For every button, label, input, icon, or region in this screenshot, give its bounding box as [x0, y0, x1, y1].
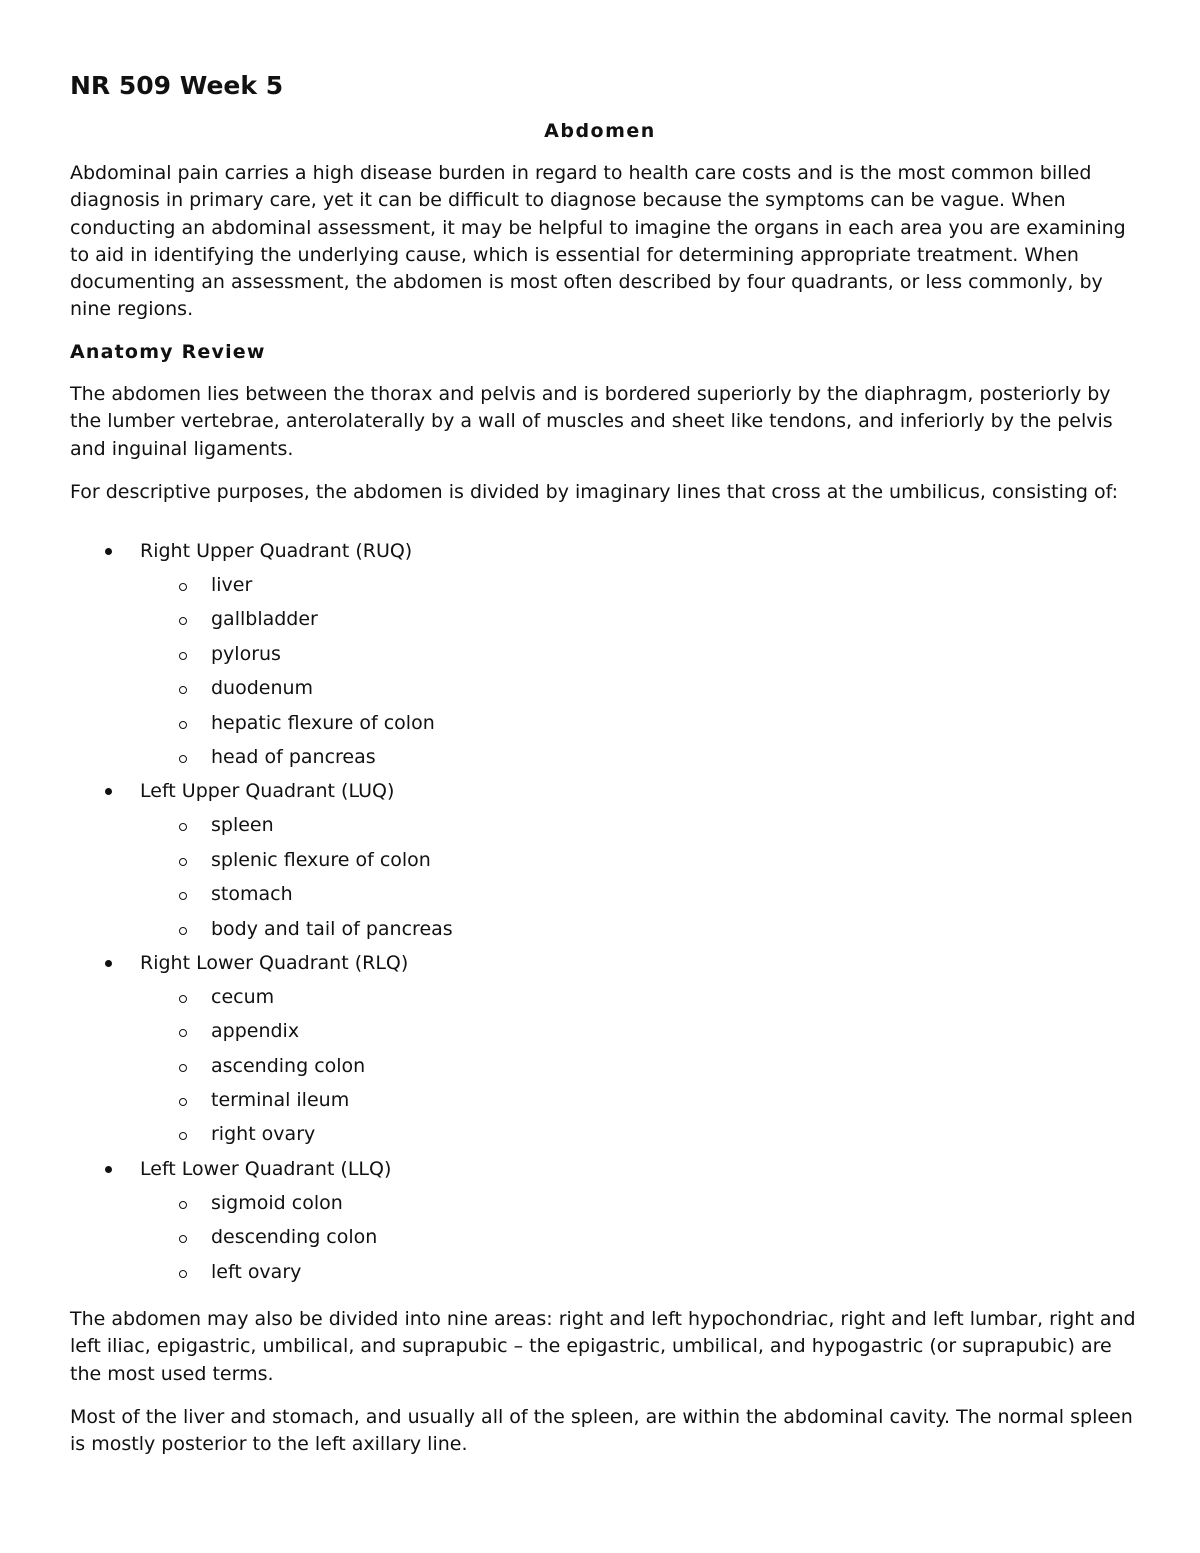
quadrant-label: Left Lower Quadrant (LLQ) — [140, 1157, 392, 1180]
circle-bullet-icon — [179, 1064, 187, 1072]
organ-item — [70, 1222, 1140, 1256]
organ-item — [70, 1016, 1140, 1050]
organ-label: right ovary — [211, 1123, 316, 1146]
organ-label: cecum — [211, 985, 275, 1008]
circle-bullet-icon — [179, 927, 187, 935]
organ-label: body and tail of pancreas — [211, 917, 453, 940]
organ-item — [70, 1257, 1140, 1291]
circle-bullet-icon — [179, 652, 187, 660]
circle-bullet-icon — [179, 617, 187, 625]
quadrant-item — [70, 536, 1140, 776]
organ-label: left ovary — [211, 1260, 302, 1283]
organ-label: sigmoid colon — [211, 1191, 343, 1214]
organ-item — [70, 604, 1140, 638]
organ-item — [70, 1119, 1140, 1153]
organ-item — [70, 1051, 1140, 1085]
bullet-icon — [105, 960, 112, 967]
organ-label: liver — [211, 574, 253, 596]
organ-label: splenic flexure of colon — [211, 848, 431, 871]
nine-areas-paragraph: The abdomen may also be divided into nine areas: right and left hypochondriac, right and left lumbar, right and left iliac, epigastric, umbilical, and suprapubic – the epigastric, umbilical, and hypogastric (or suprapubic) are the most used terms. — [70, 1308, 1136, 1385]
organ-item — [70, 1085, 1140, 1119]
quadrant-item — [70, 776, 1140, 948]
circle-bullet-icon — [179, 583, 187, 591]
organ-label: stomach — [211, 883, 293, 906]
circle-bullet-icon — [179, 755, 187, 763]
organ-item — [70, 570, 1140, 604]
circle-bullet-icon — [179, 1270, 187, 1278]
anatomy-paragraph: The abdomen lies between the thorax and pelvis and is bordered superiorly by the diaphragm, posteriorly by the lumber vertebrae, anterolaterally by a wall of muscles and sheet like tendons, and inferiorly by the pelvis and inguinal ligaments. — [70, 383, 1113, 460]
circle-bullet-icon — [179, 721, 187, 729]
organ-label: hepatic flexure of colon — [211, 711, 435, 734]
organ-label: appendix — [211, 1020, 300, 1043]
organ-label: spleen — [211, 814, 274, 837]
organ-item — [70, 1188, 1140, 1222]
bullet-icon — [105, 1166, 112, 1173]
intro-paragraph: Abdominal pain carries a high disease burden in regard to health care costs and is the most common billed diagnosis in primary care, yet it can be difficult to diagnose because the symptoms can be vague. When conducting an abdominal assessment, it may be helpful to imagine the organs in each area you are examining to aid in identifying the underlying cause, which is essential for determining appropriate treatment. When documenting an assessment, the abdomen is most often described by four quadrants, or less commonly, by nine regions. — [70, 162, 1126, 321]
quadrant-list — [70, 536, 1140, 1291]
quadrant-item — [70, 1154, 1140, 1291]
organ-item — [70, 982, 1140, 1016]
organ-item — [70, 845, 1140, 879]
document-title: NR 509 Week 5 — [70, 71, 284, 100]
organ-item — [70, 673, 1140, 707]
organ-label: ascending colon — [211, 1054, 366, 1077]
circle-bullet-icon — [179, 823, 187, 831]
quadrant-item — [70, 948, 1140, 1154]
organ-list — [70, 1188, 1140, 1291]
circle-bullet-icon — [179, 1132, 187, 1140]
circle-bullet-icon — [179, 995, 187, 1003]
circle-bullet-icon — [179, 892, 187, 900]
circle-bullet-icon — [179, 1098, 187, 1106]
organ-item — [70, 914, 1140, 948]
organ-label: duodenum — [211, 677, 314, 700]
organ-item — [70, 639, 1140, 673]
organ-item — [70, 810, 1140, 844]
section-title: Abdomen — [544, 120, 656, 142]
circle-bullet-icon — [179, 858, 187, 866]
liver-paragraph: Most of the liver and stomach, and usually all of the spleen, are within the abdominal cavity. The normal spleen is mostly posterior to the left axillary line. — [70, 1406, 1133, 1456]
circle-bullet-icon — [179, 1029, 187, 1037]
organ-item — [70, 708, 1140, 742]
anatomy-heading: Anatomy Review — [70, 341, 266, 363]
organ-label: gallbladder — [211, 608, 318, 631]
organ-list — [70, 570, 1140, 776]
organ-label: terminal ileum — [211, 1089, 350, 1112]
quadrant-label: Right Upper Quadrant (RUQ) — [140, 540, 413, 562]
organ-label: descending colon — [211, 1226, 378, 1249]
organ-list — [70, 982, 1140, 1154]
organ-label: head of pancreas — [211, 745, 376, 768]
circle-bullet-icon — [179, 1235, 187, 1243]
bullet-icon — [105, 548, 112, 555]
circle-bullet-icon — [179, 1201, 187, 1209]
organ-item — [70, 742, 1140, 776]
circle-bullet-icon — [179, 686, 187, 694]
organ-item — [70, 879, 1140, 913]
organ-list — [70, 810, 1140, 948]
quadrant-label: Right Lower Quadrant (RLQ) — [140, 951, 409, 974]
organ-label: pylorus — [211, 642, 281, 665]
quadrant-label: Left Upper Quadrant (LUQ) — [140, 780, 395, 803]
descriptive-paragraph: For descriptive purposes, the abdomen is divided by imaginary lines that cross at the umbilicus, consisting of: — [70, 481, 1119, 503]
